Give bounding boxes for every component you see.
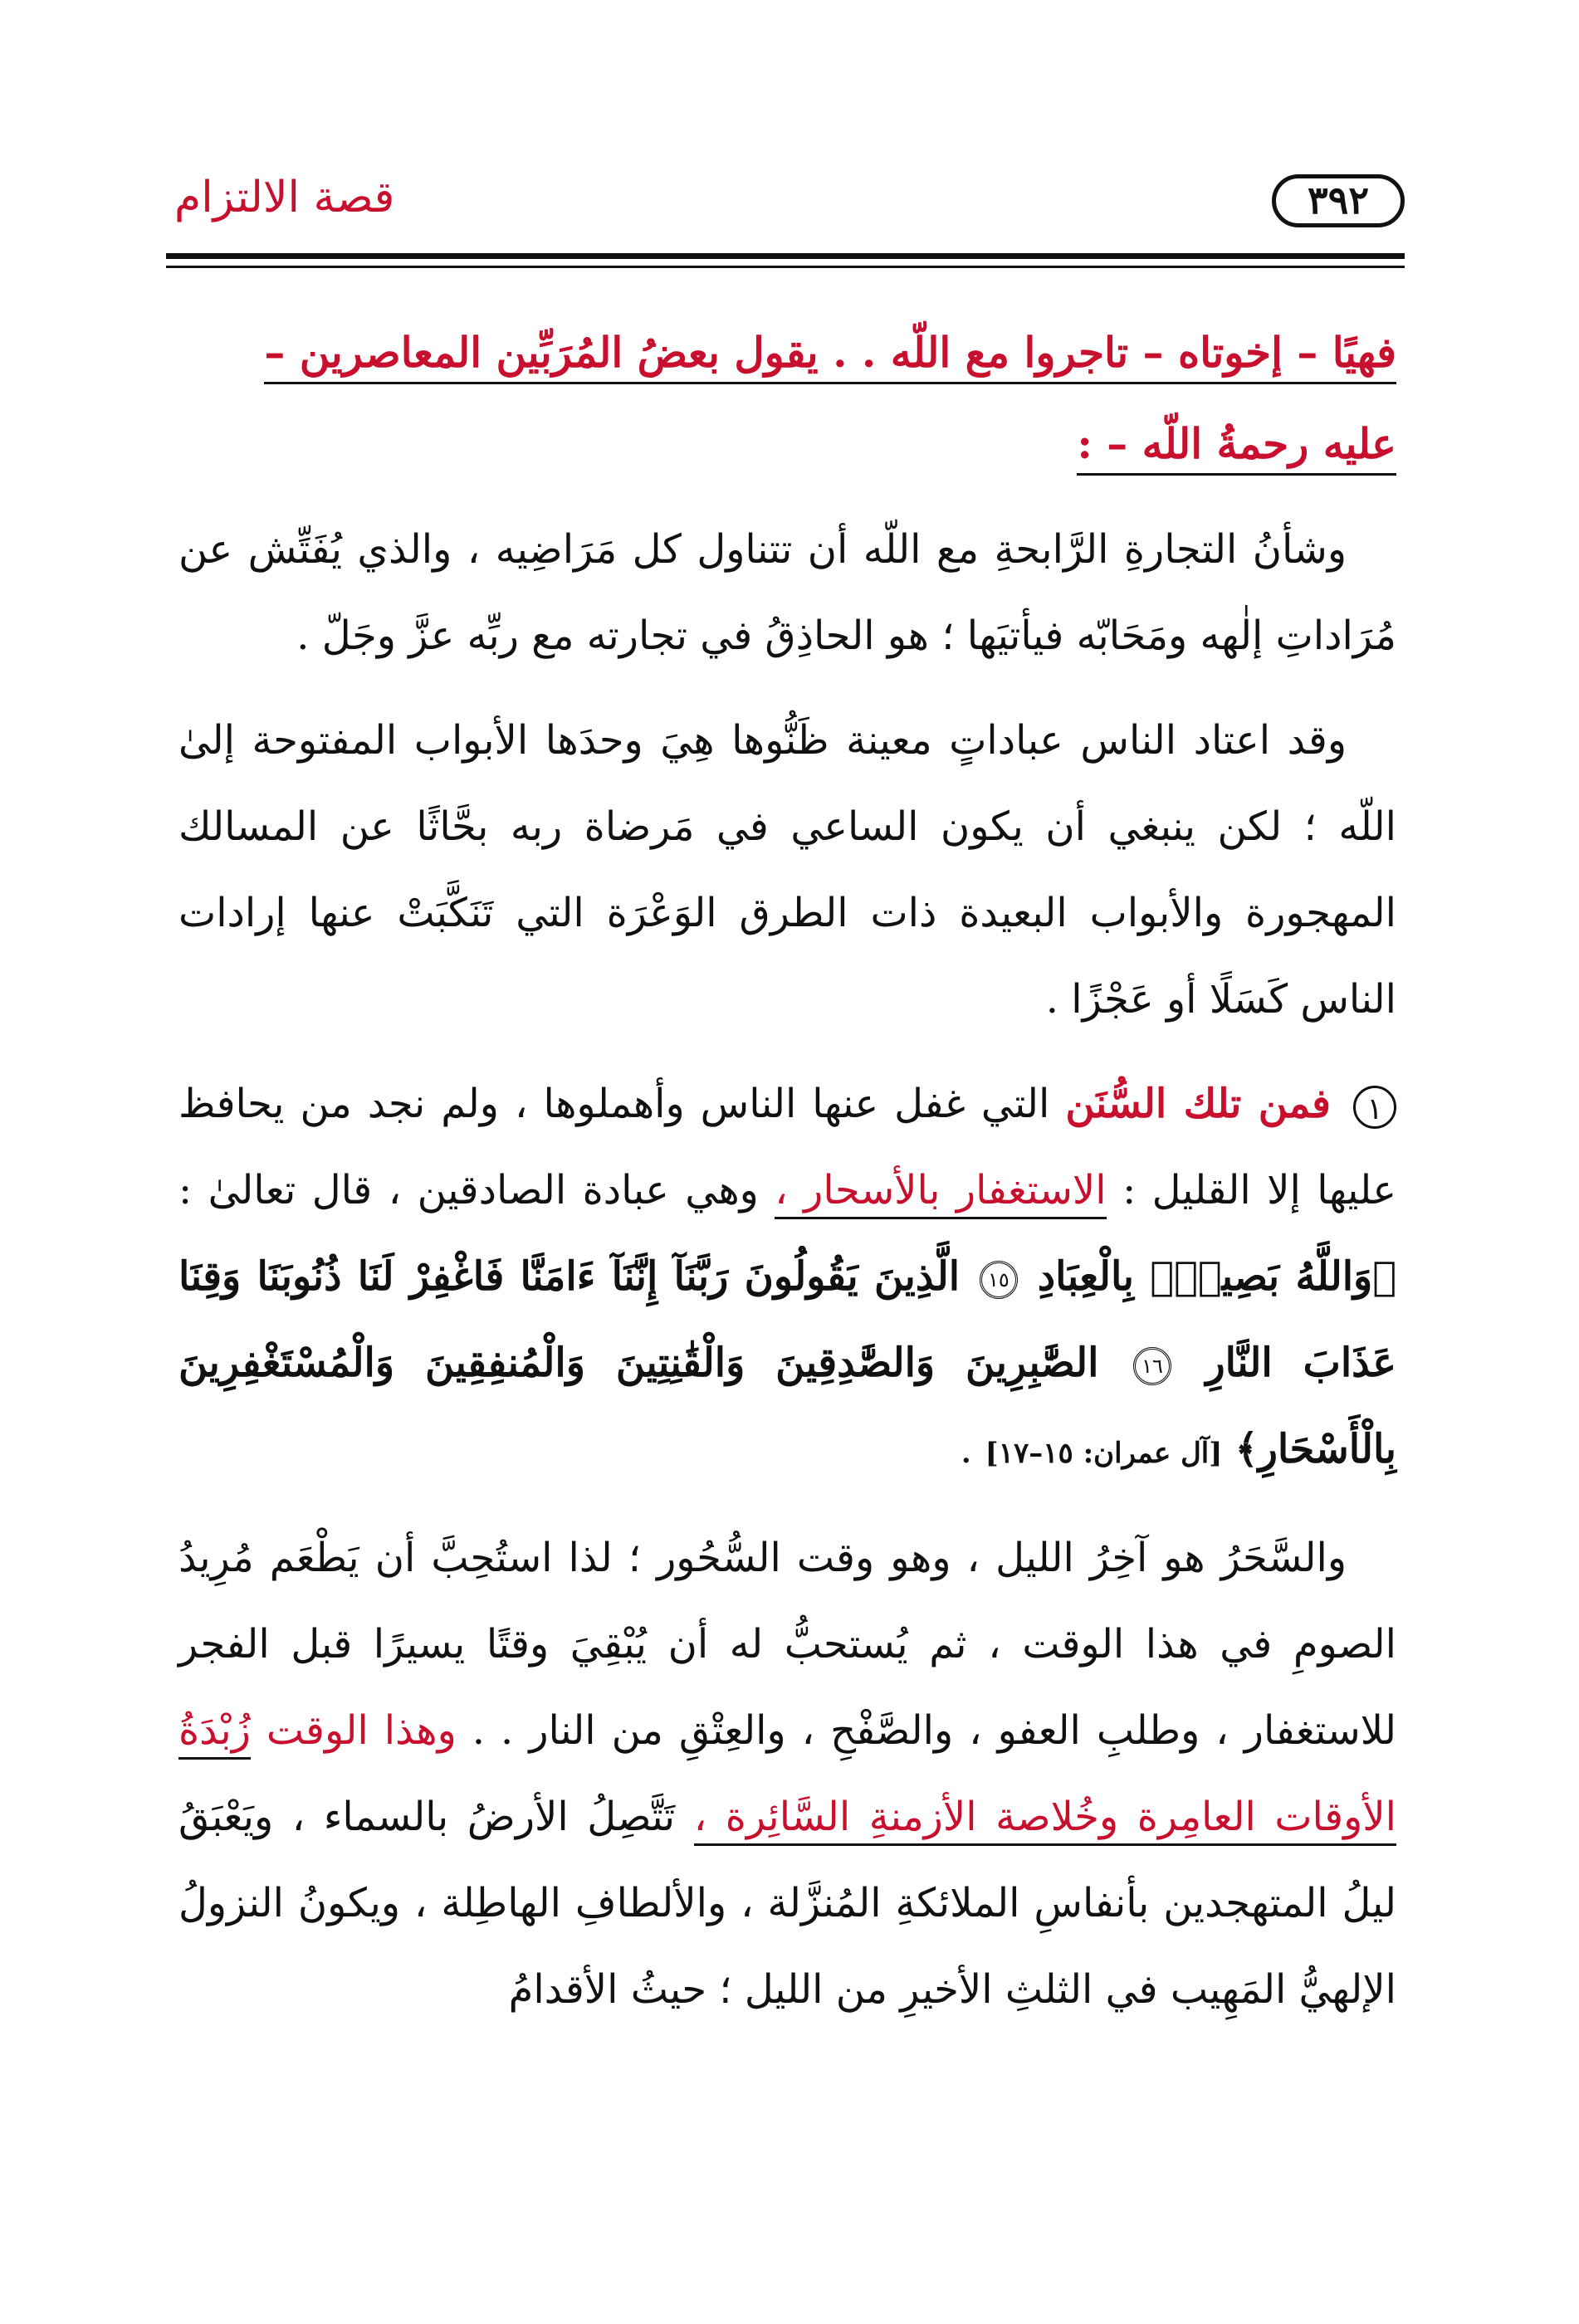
- paragraph-4-text-a: والسَّحَرُ هو آخِرُ الليل ، وهو وقت السُّحُور ؛ لذا استُحِبَّ أن يَطْعَم مُرِيدُ الصومِ في هذا الوقت ، ثم يُستحبُّ له أن يُبْقِيَ وقتًا يسيرًا قبل الفجر للاستغفار ، وطلبِ العفو ، والصَّفْحِ ، والعِتْقِ من النار . .: [178, 1535, 1397, 1754]
- running-title: قصة الالتزام: [174, 173, 395, 222]
- highlight-phrase: الاستغفار بالأسحار ،: [775, 1167, 1106, 1219]
- section-heading: [178, 307, 1396, 490]
- header-rule-thin: [166, 266, 1405, 268]
- heading-line-2: عليه رحمةُ اللّه – :: [1077, 419, 1396, 476]
- paragraph-3-text-a: التي غفل عنها الناس وأهملوها ، ولم نجد من يحافظ عليها إلا القليل :: [178, 1081, 1396, 1213]
- paragraph-2: وقد اعتاد الناس عباداتٍ معينة ظَنُّوها هِيَ وحدَها الأبواب المفتوحة إلىٰ اللّه ؛ لكن ينبغي أن يكون الساعي في مَرضاة ربه بحَّاثًا عن المسالك المهجورة والأبواب البعيدة ذات الطرق الوَعْرَة التي تَنَكَّبَتْ عنها إرادات الناس كَسَلًا أو عَجْزًا .: [178, 717, 1396, 1023]
- highlight-phrase-b: زُبْدَةُ الأوقات العامِرة وخُلاصة الأزمنةِ السَّائِرة ،: [178, 1707, 1396, 1846]
- header-rule-thick: [166, 253, 1405, 259]
- quran-verse-2: الَّذِينَ يَقُولُونَ رَبَّنَآ إِنَّنَآ ءَامَنَّا فَاغْفِرْ لَنَا ذُنُوبَنَا وَقِنَا عَذَابَ النَّارِ: [178, 1253, 1396, 1386]
- paragraph-4: [178, 1515, 1396, 2033]
- paragraph-3: [178, 1061, 1396, 1496]
- page-number-badge: ٣٩٢: [1272, 174, 1405, 227]
- quran-verse-1: ﴿وَاللَّهُ بَصِيرٌۢ بِالْعِبَادِ: [1037, 1253, 1397, 1300]
- paragraph-4-text-b: تَتَّصِلُ الأرضُ بالسماء ، ويَعْبَقُ ليلُ المتهجدين بأنفاسِ الملائكةِ المُنزَّلة ، والألطافِ الهاطِلة ، ويكونُ النزولُ الإلهيُّ المَهِيب في الثلثِ الأخيرِ من الليل ؛ حيثُ الأقدامُ: [178, 1794, 1396, 2013]
- paragraph-3-text-b: وهي عبادة الصادقين ، قال تعالىٰ :: [178, 1167, 759, 1213]
- highlight-phrase-a: وهذا الوقت: [266, 1707, 457, 1754]
- page-body: [178, 307, 1396, 2051]
- page-header: [158, 158, 1405, 249]
- item-number-circle: ١: [1353, 1086, 1396, 1129]
- heading-line-1: فهيًا – إخوتاه – تاجروا مع اللّه . . يقول بعضُ المُرَبِّين المعاصرين –: [264, 328, 1396, 384]
- ayah-number-marker: ١٥: [980, 1261, 1018, 1299]
- lead-phrase: فمن تلك السُّنَن: [1065, 1081, 1331, 1127]
- paragraph-1: وشأنُ التجارةِ الرَّابحةِ مع اللّه أن تتناول كل مَرَاضِيه ، والذي يُفَتِّش عن مُرَاداتِ إلٰهه ومَحَابّه فيأتيَها ؛ هو الحاذِقُ في تجارته مع ربِّه عزَّ وجَلّ .: [178, 526, 1396, 659]
- verse-citation: [آل عمران: ١٥–١٧]: [985, 1437, 1223, 1470]
- ayah-number-marker: ١٦: [1133, 1347, 1171, 1385]
- paragraph-3-end: .: [960, 1426, 985, 1472]
- quran-verse-3: الصَّٰبِرِينَ وَالصَّٰدِقِينَ وَالْقَٰنِتِينَ وَالْمُنفِقِينَ وَالْمُسْتَغْفِرِينَ بِالْأَسْحَارِ﴾: [178, 1340, 1396, 1472]
